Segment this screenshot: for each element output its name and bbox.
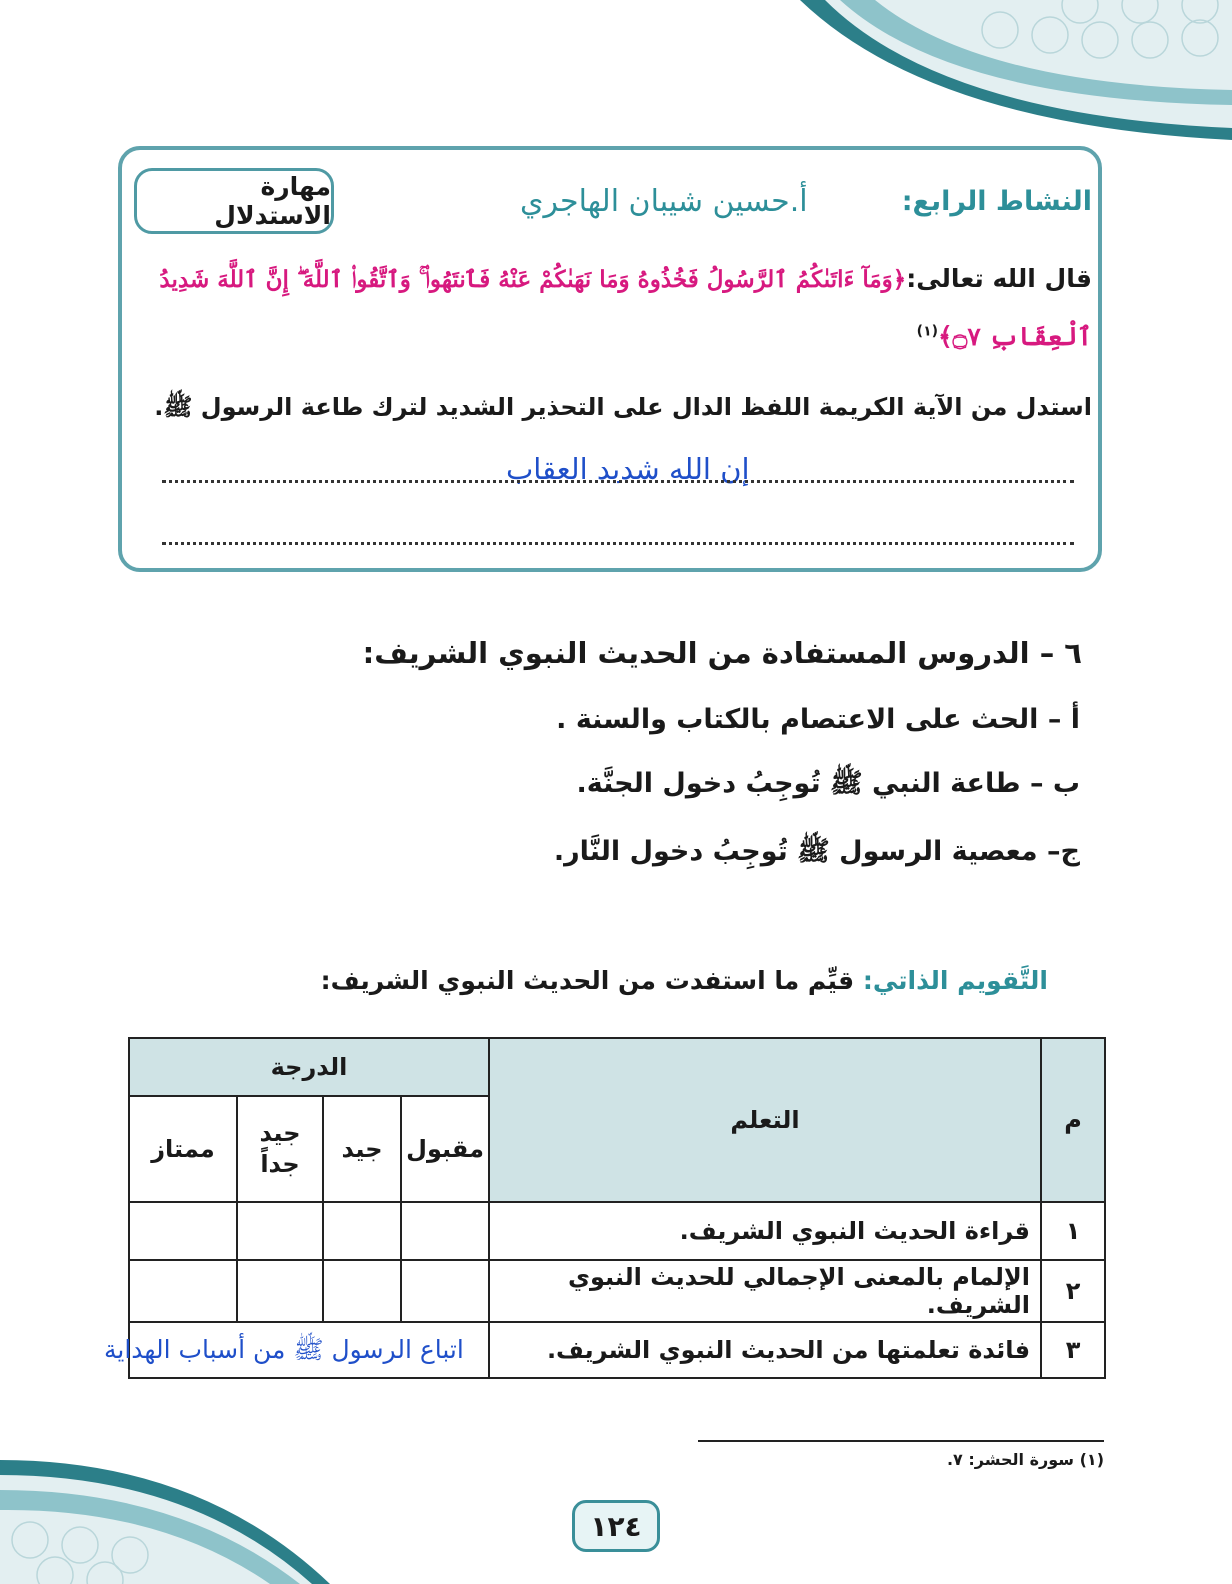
self-eval-line bbox=[321, 966, 1048, 995]
skill-badge: مهارة الاستدلال bbox=[134, 168, 334, 234]
answer-line-2 bbox=[162, 542, 1074, 545]
lessons-heading: ٦ – الدروس المستفادة من الحديث النبوي الشريف: bbox=[362, 636, 1082, 670]
grade-cell[interactable] bbox=[237, 1260, 323, 1322]
self-eval-label: التَّقويم الذاتي: bbox=[862, 966, 1048, 995]
verse-text-2: ٱلْعِقَابِ ۝٧﴾ bbox=[938, 322, 1092, 351]
verse-intro: قال الله تعالى: bbox=[906, 264, 1092, 293]
grade-cell[interactable] bbox=[237, 1202, 323, 1260]
grade-cell[interactable] bbox=[323, 1202, 401, 1260]
row-num: ٣ bbox=[1041, 1322, 1105, 1378]
lesson-item: ب – طاعة النبي ﷺ تُوجِبُ دخول الجنَّة. bbox=[576, 768, 1080, 799]
lesson-item: ج– معصية الرسول ﷺ تُوجِبُ دخول النَّار. bbox=[553, 836, 1080, 867]
bottom-left-ornament-icon bbox=[0, 1430, 330, 1584]
evaluation-table bbox=[128, 1037, 1106, 1379]
header-num: م bbox=[1041, 1038, 1105, 1202]
top-right-ornament-icon bbox=[780, 0, 1232, 160]
row-text: قراءة الحديث النبوي الشريف. bbox=[489, 1202, 1041, 1260]
grade-cell[interactable] bbox=[401, 1202, 489, 1260]
grade-cell[interactable] bbox=[401, 1260, 489, 1322]
grade-excellent: ممتاز bbox=[129, 1096, 237, 1202]
page-number: ١٢٤ bbox=[572, 1500, 660, 1552]
footnote-marker: (١) bbox=[916, 323, 939, 340]
lesson-item: أ – الحث على الاعتصام بالكتاب والسنة . bbox=[556, 704, 1080, 735]
grade-cell[interactable] bbox=[129, 1260, 237, 1322]
grade-cell[interactable] bbox=[129, 1202, 237, 1260]
header-learning: التعلم bbox=[489, 1038, 1041, 1202]
verse-line-2 bbox=[917, 322, 1092, 351]
activity-question: استدل من الآية الكريمة اللفظ الدال على التحذير الشديد لترك طاعة الرسول ﷺ. bbox=[154, 393, 1092, 421]
self-eval-text: قيِّم ما استفدت من الحديث النبوي الشريف: bbox=[320, 966, 855, 995]
grade-acceptable: مقبول bbox=[401, 1096, 489, 1202]
grade-cell[interactable] bbox=[323, 1260, 401, 1322]
footnote: (١) سورة الحشر: ٧. bbox=[946, 1450, 1104, 1469]
table-handwritten-answer: اتباع الرسول ﷺ من أسباب الهداية bbox=[104, 1335, 464, 1364]
row-num: ١ bbox=[1041, 1202, 1105, 1260]
grade-very-good: جيد جداً bbox=[237, 1096, 323, 1202]
footnote-divider bbox=[698, 1440, 1104, 1442]
table-row bbox=[129, 1202, 1105, 1260]
table-row bbox=[129, 1260, 1105, 1322]
grade-good: جيد bbox=[323, 1096, 401, 1202]
row-num: ٢ bbox=[1041, 1260, 1105, 1322]
handwritten-answer: إن الله شديد العقاب bbox=[506, 452, 750, 486]
verse-line-1 bbox=[159, 264, 1092, 293]
answer-line-1 bbox=[162, 480, 1074, 483]
verse-text-1: ﴿وَمَآ ءَاتَىٰكُمُ ٱلرَّسُولُ فَخُذُوهُ وَمَا نَهَىٰكُمْ عَنْهُ فَٱنتَهُوا۟ ۚ وَٱتَّقُوا۟ ٱللَّهَ ۖ إِنَّ ٱللَّهَ شَدِيدُ bbox=[159, 266, 907, 293]
header-grade: الدرجة bbox=[129, 1038, 489, 1096]
row-text: فائدة تعلمتها من الحديث النبوي الشريف. bbox=[489, 1322, 1041, 1378]
activity-title: النشاط الرابع: bbox=[901, 186, 1092, 217]
row-text: الإلمام بالمعنى الإجمالي للحديث النبوي الشريف. bbox=[489, 1260, 1041, 1322]
teacher-name: أ.حسين شيبان الهاجري bbox=[520, 184, 808, 219]
